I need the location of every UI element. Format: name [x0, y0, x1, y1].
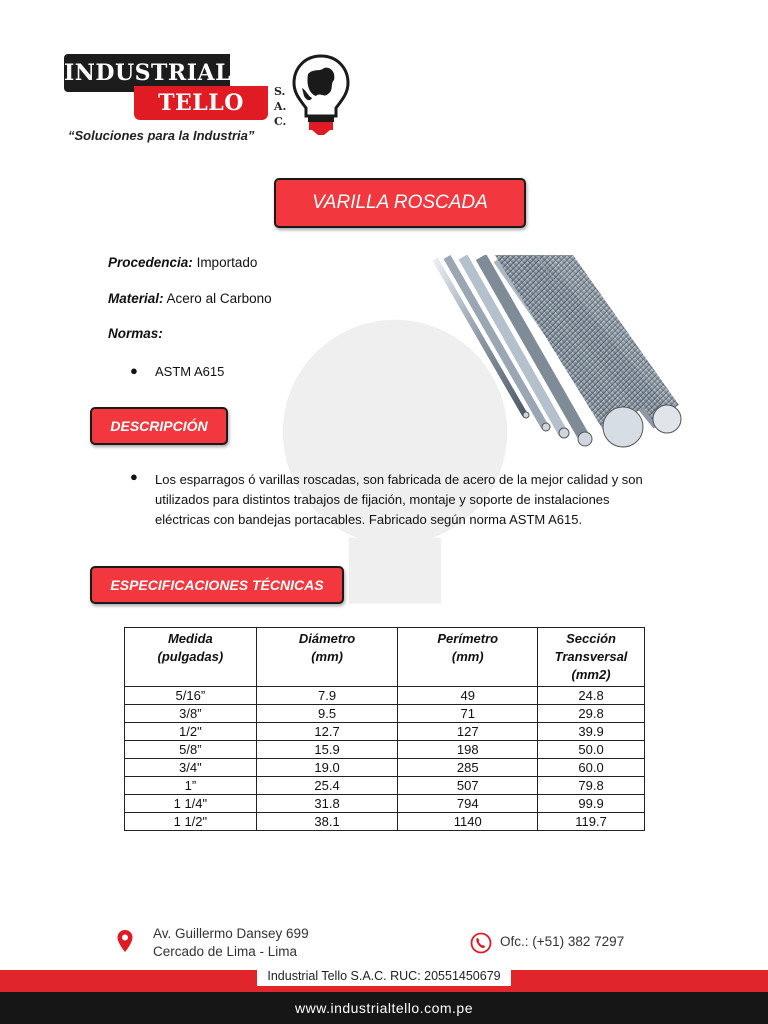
table-row: 3/8” 9.5 71 29.8 [125, 705, 645, 723]
table-row: 1 1/4" 31.8 794 99.9 [125, 795, 645, 813]
phone-icon [470, 932, 492, 954]
logo-tello-text: TELLO [134, 86, 268, 120]
lightbulb-globe-icon [290, 52, 352, 136]
footer-ruc: Industrial Tello S.A.C. RUC: 20551450679 [0, 966, 768, 986]
logo-industrial-text: INDUSTRIAL [64, 54, 230, 92]
location-pin-icon [116, 929, 134, 953]
footer-phone: Ofc.: (+51) 382 7297 [500, 934, 625, 949]
normas-field: Normas: [108, 326, 163, 341]
procedencia-field: Procedencia: Importado [108, 255, 258, 270]
table-row: 1/2" 12.7 127 39.9 [125, 723, 645, 741]
specifications-table [124, 627, 645, 831]
footer-website-link[interactable]: www.industrialtello.com.pe [295, 1000, 473, 1016]
description-text: Los esparragos ó varillas roscadas, son fabricada de acero de la mejor calidad y son utilizados para distintos trabajos de fijación, montaje y soporte de instalaciones eléctricas con bandejas portacables. Fabricado según norma ASTM A615. [155, 472, 643, 527]
table-header-row [125, 628, 645, 687]
header-diametro: Diámetro (mm) [256, 628, 398, 687]
table-row: 5/8” 15.9 198 50.0 [125, 741, 645, 759]
bullet-icon: ● [130, 469, 138, 484]
descripcion-heading: DESCRIPCIÓN [90, 407, 228, 445]
header-perimetro: Perímetro (mm) [398, 628, 538, 687]
bullet-icon: ● [130, 363, 138, 378]
normas-item: ASTM A615 [155, 364, 225, 379]
especificaciones-heading: ESPECIFICACIONES TÉCNICAS [90, 566, 344, 604]
footer-address: Av. Guillermo Dansey 699 Cercado de Lima - Lima [153, 926, 309, 959]
logo-sac-text: S. A. C. [274, 85, 287, 128]
header-medida: Medida (pulgadas) [125, 628, 257, 687]
company-logo [62, 52, 362, 152]
table-row: 5/16” 7.9 49 24.8 [125, 687, 645, 705]
header-seccion: Sección Transversal (mm2) [538, 628, 645, 687]
table-row: 3/4" 19.0 285 60.0 [125, 759, 645, 777]
product-title: VARILLA ROSCADA [274, 178, 526, 228]
threaded-rods-image [425, 255, 690, 455]
logo-slogan: “Soluciones para la Industria” [68, 128, 255, 143]
table-row: 1” 25.4 507 79.8 [125, 777, 645, 795]
table-row: 1 1/2" 38.1 1140 119.7 [125, 813, 645, 831]
material-field: Material: Acero al Carbono [108, 291, 272, 306]
